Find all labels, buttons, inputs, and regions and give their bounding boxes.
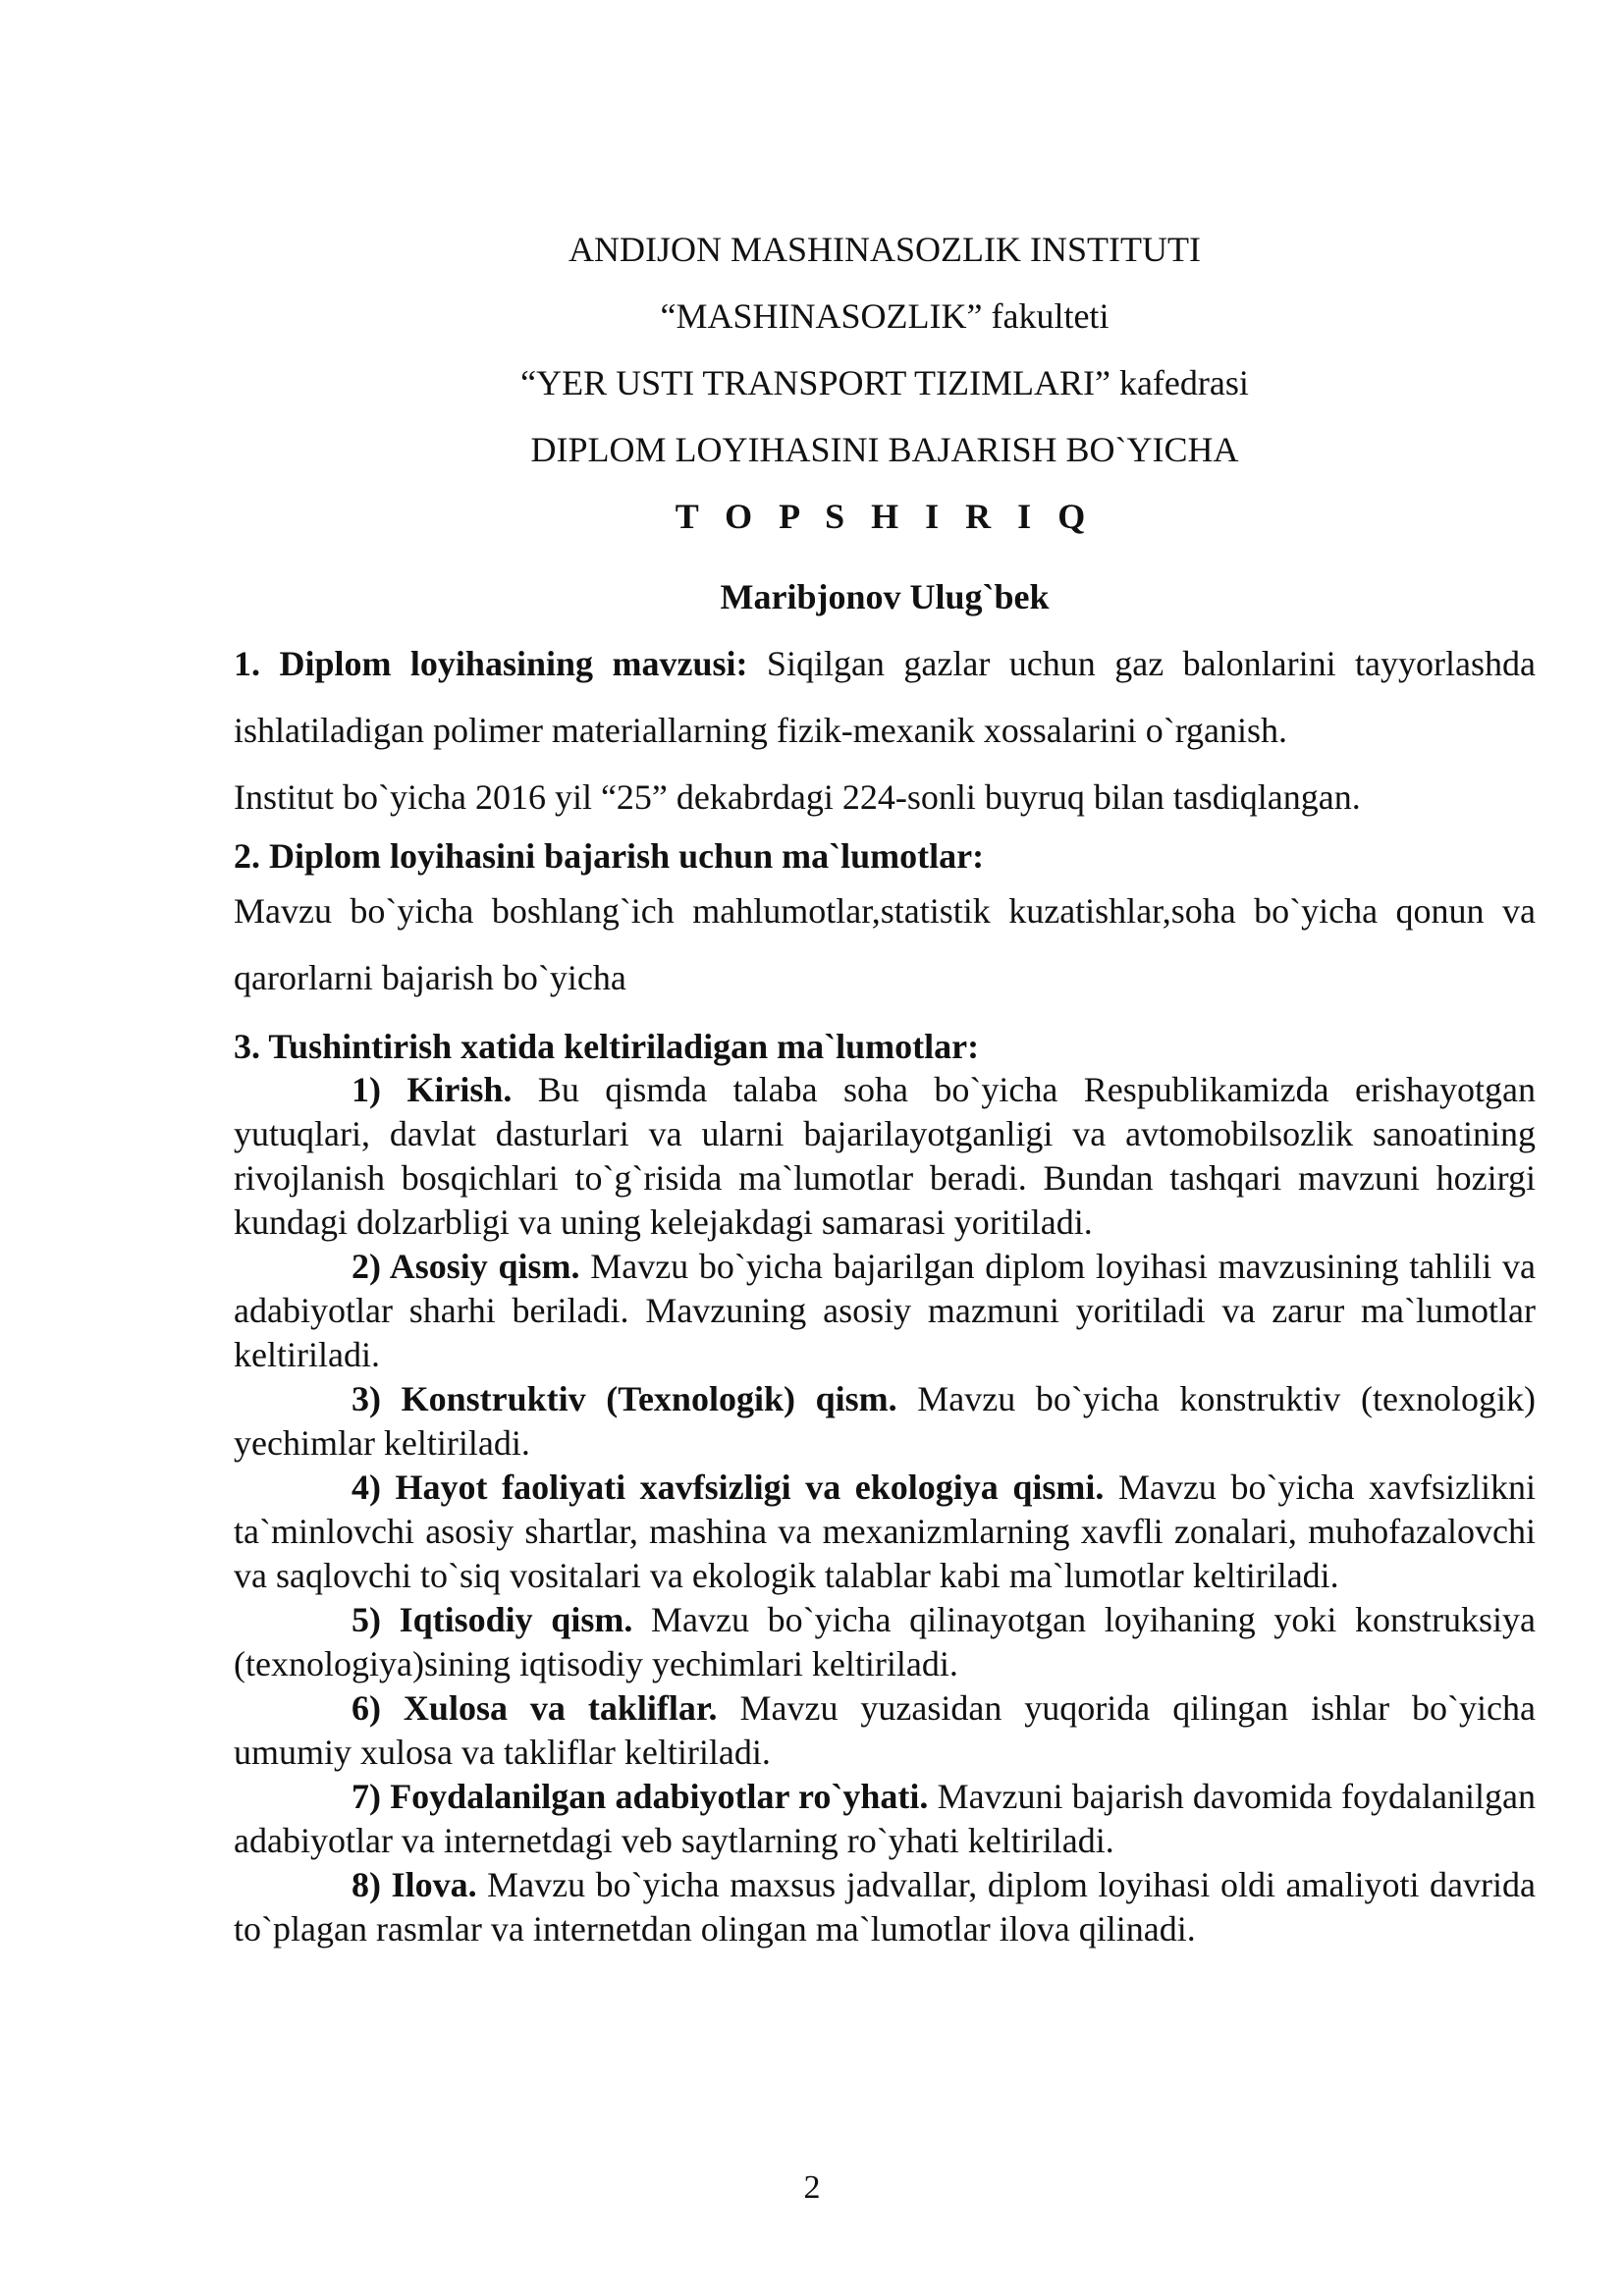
document-title: T O P S H I R I Q (675, 497, 1095, 536)
item-text: Mavzu bo`yicha maxsus jadvallar, diplom loyihasi oldi amaliyoti davrida to`plagan rasmlar va internetdan olingan ma`lumotlar ilova qilinadi. (234, 1865, 1537, 1949)
item-text: Mavzu bo`yicha xavfsizlikni ta`minlovchi asosiy shartlar, mashina va mexanizmlarning xavfli zonalari, muhofazalovchi va saqlovchi to`siq vositalari va ekologik talablar kabi ma`lumotlar keltiriladi. (234, 1468, 1536, 1595)
item-title: 7) Foydalanilgan adabiyotlar ro`yhati. (352, 1777, 929, 1816)
list-item (234, 1068, 1536, 1245)
list-item (234, 1686, 1536, 1775)
item-title: 8) Ilova. (352, 1865, 477, 1904)
item-text: Mavzu yuzasidan yuqorida qilingan ishlar bo`yicha umumiy xulosa va takliflar keltiriladi. (234, 1688, 1536, 1772)
list-item (234, 1775, 1536, 1863)
item-title: 2) Asosiy qism. (352, 1247, 580, 1286)
list-item (234, 1245, 1536, 1377)
institute-name: ANDIJON MASHINASOZLIK INSTITUTI (568, 230, 1201, 269)
page-number: 2 (803, 2169, 821, 2206)
list-item (234, 1863, 1536, 1951)
department-name: “YER USTI TRANSPORT TIZIMLARI” kafedrasi (520, 363, 1249, 402)
item-text: Mavzu bo`yicha konstruktiv (texnologik) yechimlar keltiriladi. (234, 1379, 1536, 1463)
document-page (234, 216, 1536, 1951)
section-1-label: 1. Diplom loyihasining mavzusi: (234, 644, 748, 683)
item-title: 1) Kirish. (352, 1070, 513, 1109)
section-3-label: 3. Tushintirish xatida keltiriladigan ma`lumotlar: (234, 1027, 980, 1066)
list-item (234, 1466, 1536, 1598)
item-text: Mavzu bo`yicha qilinayotgan loyihaning yoki konstruksiya (texnologiya)sining iqtisodiy yechimlari keltiriladi. (234, 1600, 1536, 1683)
item-title: 3) Konstruktiv (Texnologik) qism. (352, 1379, 897, 1418)
item-title: 4) Hayot faoliyati xavfsizligi va ekologiya qismi. (352, 1468, 1105, 1507)
student-name: Maribjonov Ulug`bek (720, 577, 1050, 616)
faculty-name: “MASHINASOZLIK” fakulteti (660, 296, 1110, 336)
item-title: 6) Xulosa va takliflar. (352, 1688, 718, 1728)
section-1-text: Siqilgan gazlar uchun gaz balonlarini tayyorlashda ishlatiladigan polimer materiallarning fizik-mexanik xossalarini o`rganish. (234, 644, 1536, 750)
document-subject: DIPLOM LOYIHASINI BAJARISH BO`YICHA (530, 430, 1239, 469)
item-text: Mavzu bo`yicha bajarilgan diplom loyihasi mavzusining tahlili va adabiyotlar sharhi beriladi. Mavzuning asosiy mazmuni yoritiladi va zarur ma`lumotlar keltiriladi. (234, 1247, 1536, 1374)
item-text: Mavzuni bajarish davomida foydalanilgan adabiyotlar va internetdagi veb saytlarning ro`yhati keltiriladi. (234, 1777, 1536, 1860)
section-2-label: 2. Diplom loyihasini bajarish uchun ma`lumotlar: (234, 836, 985, 876)
section-2-text: Mavzu bo`yicha boshlang`ich mahlumotlar,statistik kuzatishlar,soha bo`yicha qonun va qarorlarni bajarish bo`yicha (234, 891, 1536, 997)
section-1-order: Institut bo`yicha 2016 yil “25” dekabrdagi 224-sonli buyruq bilan tasdiqlangan. (234, 777, 1361, 817)
list-item (234, 1598, 1536, 1686)
item-title: 5) Iqtisodiy qism. (352, 1600, 633, 1639)
item-text: Bu qismda talaba soha bo`yicha Respublikamizda erishayotgan yutuqlari, davlat dasturlari va ularni bajarilayotganligi va avtomobilsozlik sanoatining rivojlanish bosqichlari to`g`risida ma`lumotlar beradi. Bundan tashqari mavzuni hozirgi kundagi dolzarbligi va uning kelejakdagi samarasi yoritiladi. (234, 1070, 1536, 1242)
list-item (234, 1377, 1536, 1466)
section-1-topic (234, 630, 1536, 764)
